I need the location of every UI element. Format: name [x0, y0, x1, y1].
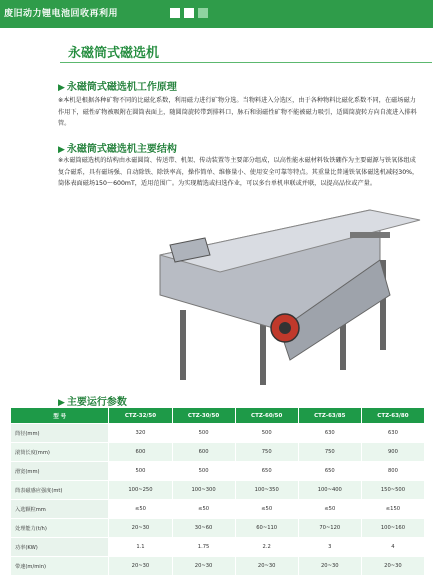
table-cell: 入选颗粒mm	[11, 500, 109, 519]
table-cell: 630	[361, 424, 424, 443]
section-heading-text: 永磁筒式磁选机主要结构	[66, 144, 177, 155]
table-cell: 功率(KW)	[11, 538, 109, 557]
table-cell: 2.2	[235, 538, 298, 557]
table-cell: 100~250	[109, 481, 172, 500]
table-cell: 20~30	[109, 519, 172, 538]
table-cell: 100~300	[172, 481, 235, 500]
principle-paragraph: ※本机是根据各种矿物不同的比磁化系数，利用磁力进行矿物分选。当物料进入分选区，由于各种物料比磁化系数不同，在磁场磁力作用下，磁性矿物被吸附在圆筒表面上，随圆筒旋转带到排料口，脉石和弱磁性矿物不能被磁力吸引，适圆筒旋转方向自流进入排料管。	[58, 97, 417, 127]
table-cell: 500	[172, 462, 235, 481]
table-row	[11, 424, 425, 443]
table-cell: 900	[361, 443, 424, 462]
table-row	[11, 481, 425, 500]
table-cell: 650	[235, 462, 298, 481]
header-banner	[0, 0, 433, 28]
table-header-cell: CTZ-60/50	[235, 408, 298, 424]
table-cell: 750	[235, 443, 298, 462]
magnetic-separator-image	[150, 200, 430, 390]
table-cell: 20~30	[172, 557, 235, 576]
table-header-cell: CTZ-63/80	[361, 408, 424, 424]
table-cell: 1.75	[172, 538, 235, 557]
spec-table	[10, 407, 425, 576]
table-cell: ≤50	[172, 500, 235, 519]
table-cell: 500	[235, 424, 298, 443]
table-cell: 3	[298, 538, 361, 557]
table-header-cell: CTZ-32/50	[109, 408, 172, 424]
table-cell: ≤50	[298, 500, 361, 519]
table-cell: ≤50	[235, 500, 298, 519]
arrow-icon: ▶	[58, 398, 65, 408]
table-cell: 4	[361, 538, 424, 557]
table-cell: 筒表磁感应强度(mt)	[11, 481, 109, 500]
table-cell: 630	[298, 424, 361, 443]
table-row	[11, 443, 425, 462]
table-cell: 320	[109, 424, 172, 443]
table-cell: 60~110	[235, 519, 298, 538]
section-heading-parameters	[58, 393, 127, 408]
table-header-cell: 型 号	[11, 408, 109, 424]
table-cell: 1.1	[109, 538, 172, 557]
table-header-cell: CTZ-30/50	[172, 408, 235, 424]
table-cell: ≤50	[109, 500, 172, 519]
section-heading-text: 主要运行参数	[66, 397, 127, 408]
section-heading-principle	[58, 78, 177, 93]
title-divider	[60, 62, 432, 63]
table-row	[11, 557, 425, 576]
header-square	[198, 8, 208, 18]
table-row	[11, 500, 425, 519]
table-cell: 20~30	[235, 557, 298, 576]
page-title: 永磁筒式磁选机	[68, 46, 160, 61]
table-cell: 滑宽(mm)	[11, 462, 109, 481]
table-cell: ≤150	[361, 500, 424, 519]
header-square	[170, 8, 180, 18]
table-cell: 筒径(mm)	[11, 424, 109, 443]
table-cell: 带速(m/min)	[11, 557, 109, 576]
arrow-icon: ▶	[58, 83, 65, 93]
section-heading-structure	[58, 140, 177, 155]
table-row	[11, 519, 425, 538]
table-cell: 20~30	[361, 557, 424, 576]
header-label: 废旧动力锂电池回收再利用	[4, 9, 119, 19]
table-header-cell: CTZ-63/85	[298, 408, 361, 424]
structure-paragraph: ※永磁筒磁选机的结构由永磁圆筒、传送带、机架、传动装置等主要部分组成，以高性能永磁材料钕铁硼作为主要磁源与铁氧体组成复合磁系，具有磁场强、自动除铁、除铁率高，操作简单、维修量小、使用安全可靠等特点。其重量比普通铁氧体磁选机减轻30%，筒体表面磁场150～600mT，适用范围广。为实现精选或扫选作业，可以多台单机串联或并联，以提高品位或产量。	[58, 157, 419, 187]
table-cell: 70~120	[298, 519, 361, 538]
machine-rail	[350, 232, 390, 238]
table-header-row	[11, 408, 425, 424]
table-cell: 150~500	[361, 481, 424, 500]
table-row	[11, 538, 425, 557]
table-cell: 600	[172, 443, 235, 462]
table-cell: 20~30	[298, 557, 361, 576]
table-cell: 750	[298, 443, 361, 462]
table-cell: 100~400	[298, 481, 361, 500]
table-cell: 500	[109, 462, 172, 481]
table-cell: 600	[109, 443, 172, 462]
table-cell: 100~160	[361, 519, 424, 538]
table-cell: 滚筒长度(mm)	[11, 443, 109, 462]
table-cell: 650	[298, 462, 361, 481]
arrow-icon: ▶	[58, 145, 65, 155]
motor-hub	[279, 322, 291, 334]
header-square	[184, 8, 194, 18]
table-cell: 处理能力(t/h)	[11, 519, 109, 538]
table-cell: 500	[172, 424, 235, 443]
table-cell: 800	[361, 462, 424, 481]
table-cell: 20~30	[109, 557, 172, 576]
section-heading-text: 永磁筒式磁选机工作原理	[66, 82, 177, 93]
table-row	[11, 462, 425, 481]
machine-leg	[180, 310, 186, 380]
table-cell: 100~350	[235, 481, 298, 500]
table-cell: 30~60	[172, 519, 235, 538]
